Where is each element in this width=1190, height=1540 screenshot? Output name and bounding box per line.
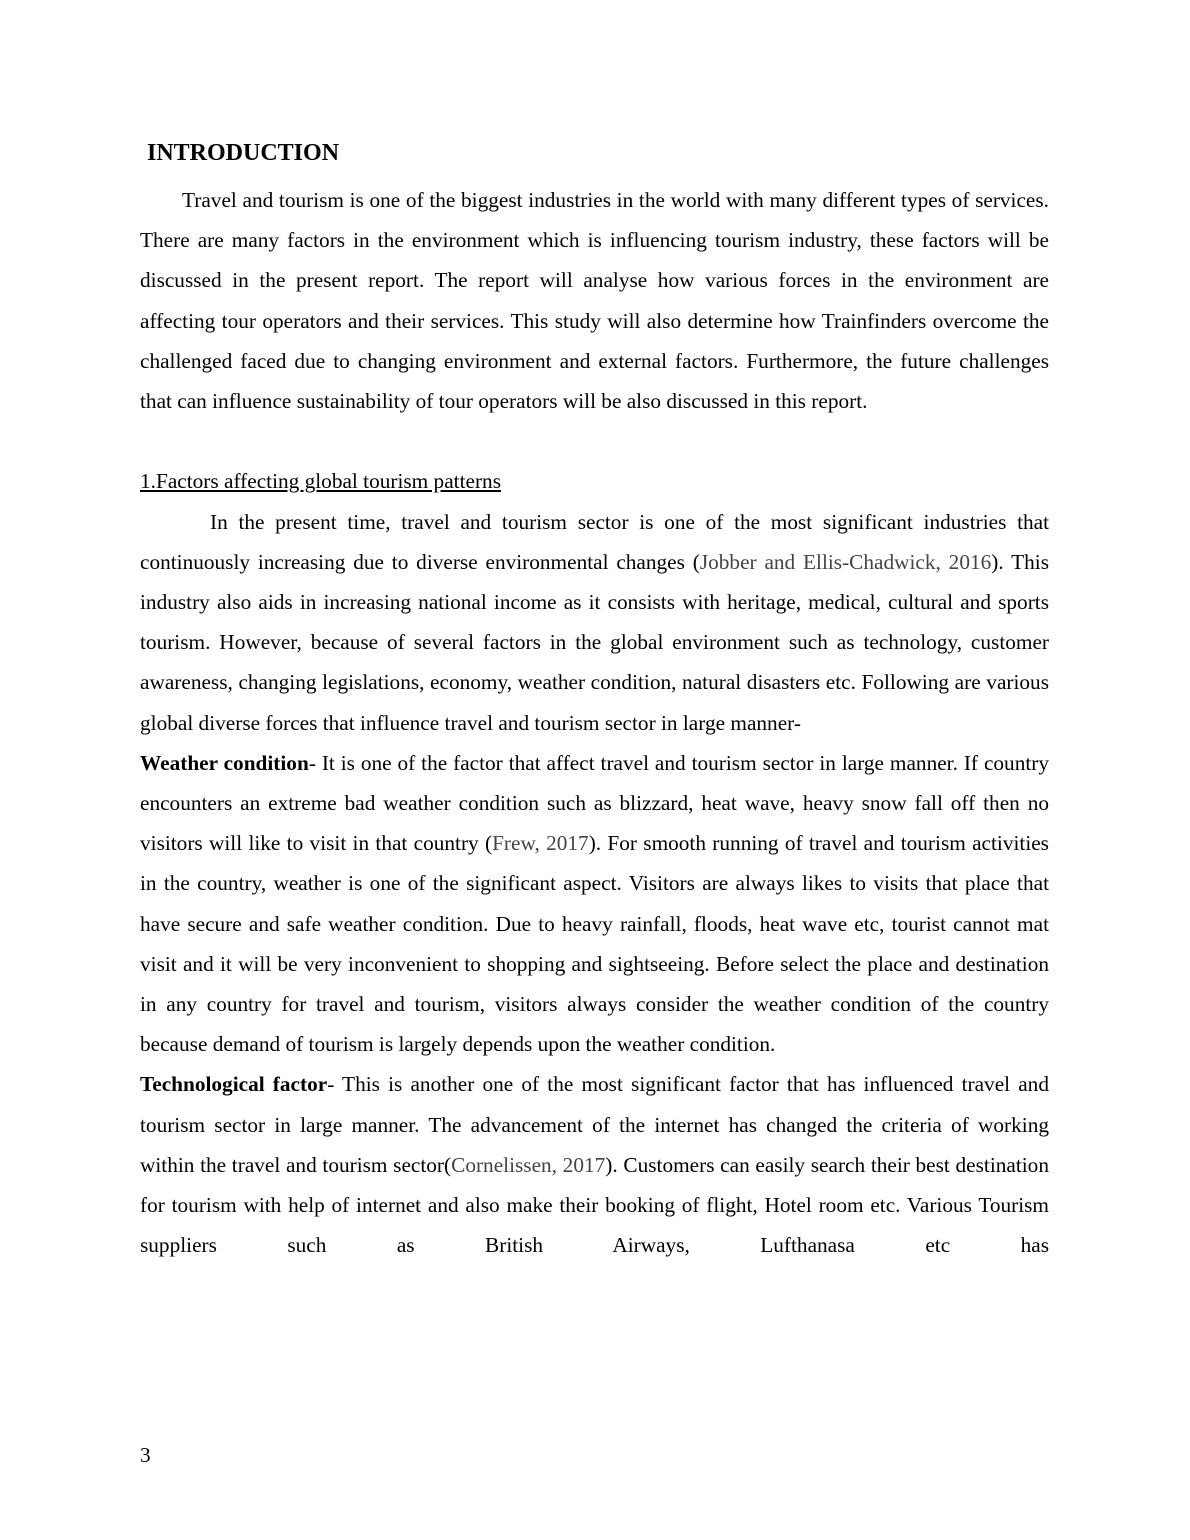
section-heading-introduction: INTRODUCTION <box>147 140 340 166</box>
blank-line <box>140 421 1049 461</box>
text-run: - This is another one of the most significant factor that has influenced travel and tourism sector in large manner. The advancement of the internet has changed the criteria of working within the travel and tourism sector( <box>140 1072 1049 1177</box>
text-run: ). Customers can easily search their best destination for tourism with help of internet and also make their booking of flight, Hotel room etc. Various Tourism suppliers such as British Airways, Lufthanasa etc has <box>140 1152 1049 1258</box>
technology-paragraph <box>140 1064 1049 1265</box>
intro-paragraph: Travel and tourism is one of the biggest industries in the world with many different types of services. There are many factors in the environment which is influencing tourism industry, these factors will be discussed in the present report. The report will analyse how various forces in the environment are affecting tour operators and their services. This study will also determine how Trainfinders overcome the challenged faced due to changing environment and external factors. Furthermore, the future challenges that can influence sustainability of tour operators will be also discussed in this report. <box>140 188 1049 414</box>
document-body <box>140 180 1049 1265</box>
section-title-text: 1.Factors affecting global tourism patterns <box>140 469 501 494</box>
citation: Jobber and Ellis-Chadwick, 2016 <box>699 549 992 574</box>
citation: Cornelissen, 2017 <box>451 1152 606 1177</box>
weather-label: Weather condition <box>140 750 309 775</box>
text-run: In the present time, travel and tourism sector is one of the most significant industries that continuously increasing due to diverse environmental changes ( <box>140 509 1049 574</box>
text-run: ). This industry also aids in increasing national income as it consists with heritage, medical, cultural and sports tourism. However, because of several factors in the global environment such as technology, customer awareness, changing legislations, economy, weather condition, natural disasters etc. Following are various global diverse forces that influence travel and tourism sector in large manner- <box>140 549 1049 735</box>
technology-label: Technological factor <box>140 1072 328 1097</box>
section-1-title <box>140 461 1049 501</box>
section-1-paragraph <box>140 502 1049 743</box>
text-run: - It is one of the factor that affect travel and tourism sector in large manner. If country encounters an extreme bad weather condition such as blizzard, heat wave, heavy snow fall off then no visitors will like to visit in that country ( <box>140 750 1049 856</box>
weather-paragraph <box>140 743 1049 1065</box>
page-number: 3 <box>140 1443 151 1467</box>
text-run: ). For smooth running of travel and tourism activities in the country, weather is one of the significant aspect. Visitors are always likes to visits that place that have secure and safe weather condition. Due to heavy rainfall, floods, heat wave etc, tourist cannot mat visit and it will be very inconvenient to shopping and sightseeing. Before select the place and destination in any country for travel and tourism, visitors always consider the weather condition of the country because demand of tourism is largely depends upon the weather condition. <box>140 831 1049 1057</box>
citation: Frew, 2017 <box>492 831 589 856</box>
